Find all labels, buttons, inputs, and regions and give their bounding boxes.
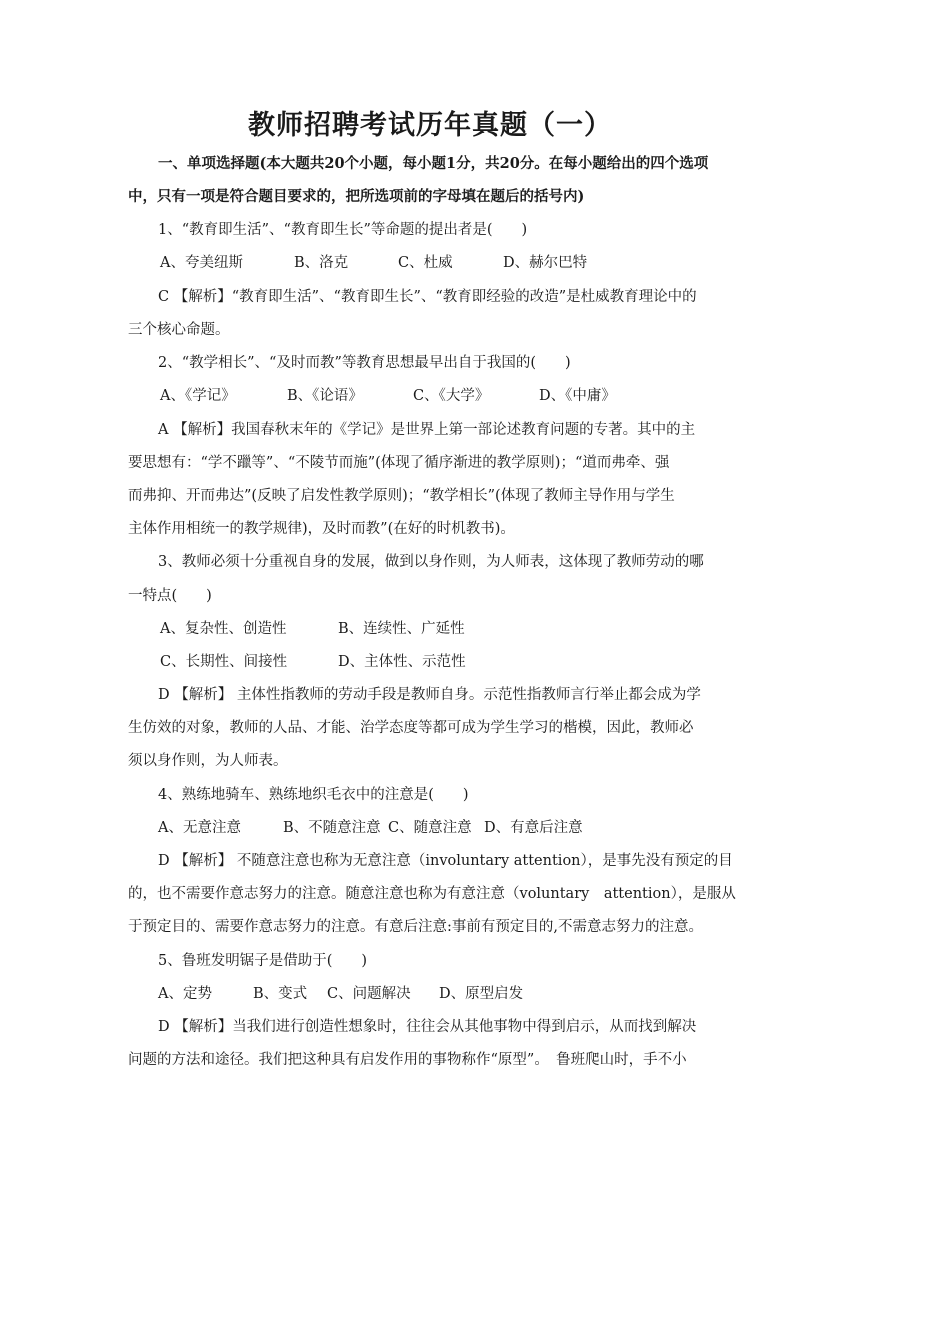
q1-option-c: C、杜威 (398, 255, 453, 271)
q5-analysis-line1: D 【解析】当我们进行创造性想象时，往往会从其他事物中得到启示，从而找到解决 (158, 1019, 697, 1035)
q5-question: 5、鲁班发明锯子是借助于( ) (158, 953, 368, 969)
q2-option-b: B、《论语》 (287, 388, 363, 404)
q5-option-c: C、问题解决 (327, 986, 411, 1002)
q3-analysis-line3: 须以身作则，为人师表。 (128, 753, 288, 769)
q3-question-line1: 3、教师必须十分重视自身的发展，做到以身作则，为人师表，这体现了教师劳动的哪 (158, 554, 704, 570)
q5-option-b: B、变式 (253, 986, 308, 1002)
q3-option-c: C、长期性、间接性 (160, 654, 288, 670)
q3-question-line2: 一特点( ) (128, 588, 212, 604)
q4-option-b: B、不随意注意 (283, 820, 381, 836)
q1-question: 1、“教育即生活”、“教育即生长”等命题的提出者是( ) (158, 222, 528, 238)
page-title: 教师招聘考试历年真题（一） (248, 110, 612, 141)
q1-option-a: A、夸美纽斯 (160, 255, 243, 271)
q2-analysis-line2: 要思想有：“学不躐等”、“不陵节而施”(体现了循序渐进的教学原则)；“道而弗牵、强 (128, 455, 670, 471)
section-heading-line1: 一、单项选择题(本大题共20个小题，每小题1分，共20分。在每小题给出的四个选项 (158, 155, 709, 172)
q4-analysis-line2: 的，也不需要作意志努力的注意。随意注意也称为有意注意（voluntary attention），是服从 (128, 886, 736, 902)
q3-option-b: B、连续性、广延性 (338, 621, 465, 637)
q4-option-c: C、随意注意 (388, 820, 472, 836)
q1-options (160, 252, 587, 274)
q4-option-a: A、无意注意 (158, 820, 241, 836)
q2-option-a: A、《学记》 (160, 388, 236, 404)
q4-options (158, 817, 583, 839)
q1-option-d: D、赫尔巴特 (503, 255, 588, 271)
q5-option-d: D、原型启发 (439, 986, 524, 1002)
q2-analysis-line3: 而弗抑、开而弗达”(反映了启发性教学原则)；“教学相长”(体现了教师主导作用与学生 (128, 488, 675, 504)
q4-analysis-line3: 于预定目的、需要作意志努力的注意。有意后注意:事前有预定目的,不需意志努力的注意。 (128, 919, 703, 935)
q2-option-c: C、《大学》 (413, 388, 490, 404)
q3-options-row1 (160, 618, 465, 640)
section-heading-line2: 中，只有一项是符合题目要求的，把所选项前的字母填在题后的括号内) (128, 188, 585, 205)
q3-analysis-line1: D 【解析】 主体性指教师的劳动手段是教师自身。示范性指教师言行举止都会成为学 (158, 687, 701, 703)
q4-analysis-line1: D 【解析】 不随意注意也称为无意注意（involuntary attention），是事先没有预定的目 (158, 853, 733, 869)
q4-question: 4、熟练地骑车、熟练地织毛衣中的注意是( ) (158, 787, 469, 803)
q2-question: 2、“教学相长”、“及时而教”等教育思想最早出自于我国的( ) (158, 355, 571, 371)
q2-analysis-line4: 主体作用相统一的教学规律)，及时而教”(在好的时机教书)。 (128, 521, 515, 537)
q5-analysis-line2: 问题的方法和途径。我们把这种具有启发作用的事物称作“原型”。 鲁班爬山时，手不小 (128, 1052, 687, 1068)
q1-analysis-line2: 三个核心命题。 (128, 322, 230, 338)
q1-option-b: B、洛克 (294, 255, 349, 271)
q1-analysis-line1: C 【解析】“教育即生活”、“教育即生长”、“教育即经验的改造”是杜威教育理论中的 (158, 289, 697, 305)
q3-analysis-line2: 生仿效的对象，教师的人品、才能、治学态度等都可成为学生学习的楷模，因此，教师必 (128, 720, 694, 736)
q5-options (158, 983, 523, 1005)
q3-option-d: D、主体性、示范性 (338, 654, 466, 670)
q3-options-row2 (160, 651, 466, 673)
q3-option-a: A、复杂性、创造性 (160, 621, 287, 637)
q5-option-a: A、定势 (158, 986, 212, 1002)
q4-option-d: D、有意后注意 (484, 820, 583, 836)
q2-options (160, 385, 616, 407)
q2-analysis-line1: A 【解析】我国春秋末年的《学记》是世界上第一部论述教育问题的专著。其中的主 (158, 422, 696, 438)
q2-option-d: D、《中庸》 (539, 388, 616, 404)
